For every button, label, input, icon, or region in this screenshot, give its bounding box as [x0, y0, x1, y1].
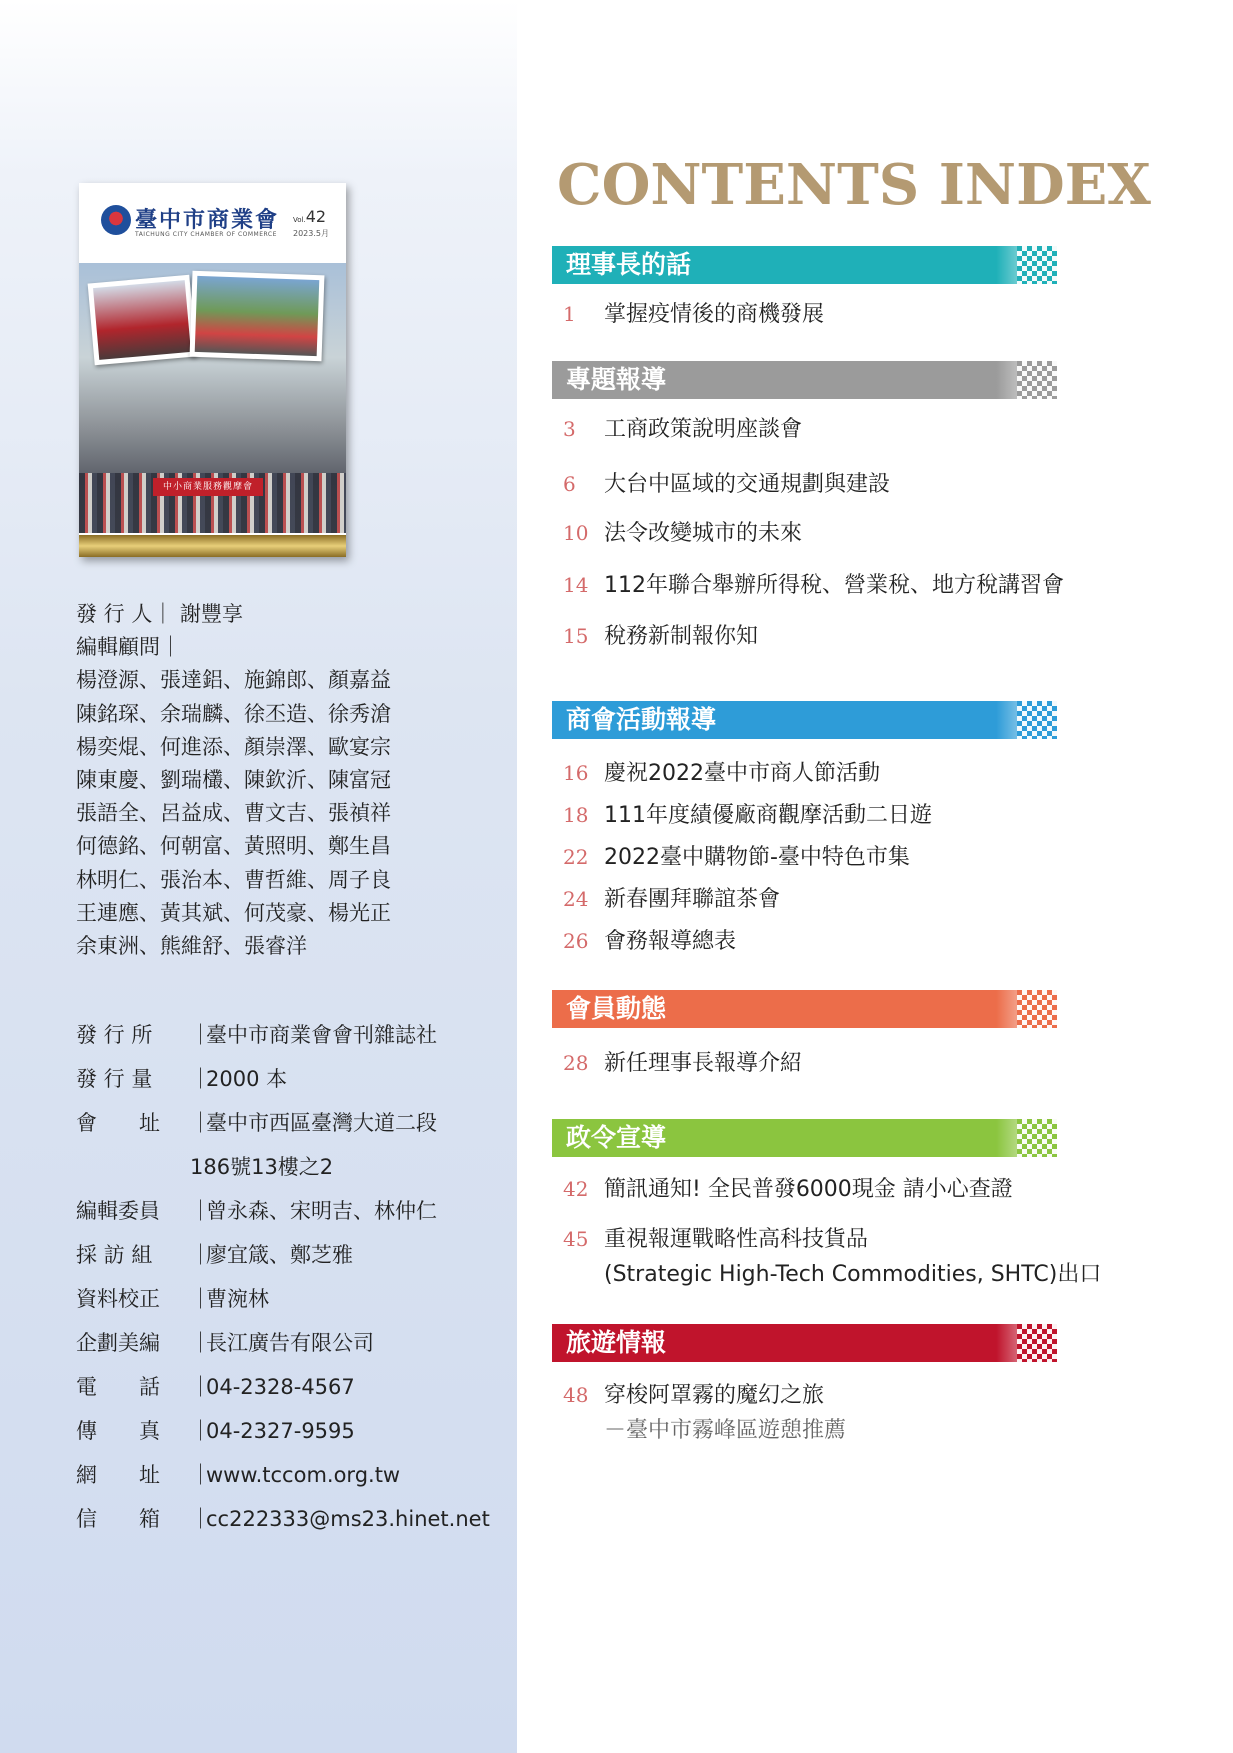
- toc-entry[interactable]: [563, 840, 910, 871]
- publish-info-row: [76, 1371, 490, 1415]
- toc-page-number: 1: [563, 302, 576, 326]
- checker-pattern-icon: [1017, 701, 1057, 739]
- advisor-names: 陳銘琛、余瑞麟、徐丕造、徐秀滄: [76, 701, 391, 726]
- publish-info-value: 04-2327-9595: [206, 1419, 355, 1443]
- publish-info-separator: ｜: [190, 1375, 211, 1399]
- toc-entry-title: 掌握疫情後的商機發展: [604, 302, 825, 327]
- toc-entry-title: 112年聯合舉辦所得稅、營業稅、地方稅講習會: [604, 573, 1064, 598]
- publish-info-separator: ｜: [190, 1111, 211, 1135]
- advisor-names: 楊奕焜、何進添、顏崇澤、歐宴宗: [76, 734, 391, 759]
- advisor-names: 陳東慶、劉瑞欉、陳欽沂、陳富冠: [76, 767, 391, 792]
- publish-info-separator: ｜: [190, 1419, 211, 1443]
- advisor-names: 張語全、呂益成、曹文吉、張禎祥: [76, 801, 391, 826]
- toc-entry[interactable]: [563, 1046, 802, 1077]
- publish-info-row: [76, 1151, 490, 1195]
- publish-info-label: 信 箱: [76, 1507, 160, 1531]
- checker-pattern-icon: [1017, 246, 1057, 284]
- toc-entry-title: 2022臺中購物節-臺中特色市集: [604, 845, 910, 870]
- publish-info-value: 曾永森、宋明吉、林仲仁: [206, 1199, 437, 1223]
- cover-org-name: 臺中市商業會: [135, 207, 280, 233]
- publish-info-separator: ｜: [190, 1287, 211, 1311]
- publish-info-label: 電 話: [76, 1375, 160, 1399]
- toc-entry-title: 法令改變城市的未來: [604, 521, 803, 546]
- publish-info-separator: ｜: [190, 1331, 211, 1355]
- cover-org-english: TAICHUNG CITY CHAMBER OF COMMERCE: [135, 231, 277, 238]
- publication-info: [76, 1019, 490, 1547]
- advisor-names: 楊澄源、張達鋁、施錦郎、顏嘉益: [76, 668, 391, 693]
- section-title: 會員動態: [566, 994, 667, 1023]
- publish-info-row: [76, 1063, 490, 1107]
- publish-info-row: [76, 1459, 490, 1503]
- toc-entry-title: 穿梭阿罩霧的魔幻之旅: [604, 1383, 825, 1408]
- publish-info-row: [76, 1503, 490, 1547]
- toc-entry-title: 新任理事長報導介紹: [604, 1051, 803, 1076]
- chamber-logo-icon: [101, 205, 131, 235]
- toc-page-number: 28: [563, 1051, 589, 1075]
- publish-info-row: [76, 1283, 490, 1327]
- toc-page-number: 22: [563, 845, 589, 869]
- cover-gold-band: [79, 535, 346, 557]
- publish-info-row: [76, 1107, 490, 1151]
- checker-pattern-icon: [1017, 1119, 1057, 1157]
- publish-info-label: 會 址: [76, 1111, 160, 1135]
- toc-page-number: 3: [563, 417, 576, 441]
- cover-banner: 中小商業服務觀摩會: [153, 478, 263, 496]
- toc-entry[interactable]: [563, 1378, 846, 1444]
- publish-info-label: 傳 真: [76, 1419, 160, 1443]
- publish-info-value: www.tccom.org.tw: [206, 1463, 401, 1487]
- advisor-list: [76, 664, 391, 963]
- toc-entry-title: 大台中區域的交通規劃與建設: [604, 472, 891, 497]
- publish-info-value: 04-2328-4567: [206, 1375, 355, 1399]
- cover-date: 2023.5月: [293, 229, 329, 238]
- toc-entry-title: 111年度績優廠商觀摩活動二日遊: [604, 803, 932, 828]
- magazine-cover: [79, 183, 346, 557]
- toc-page-number: 26: [563, 929, 589, 953]
- toc-entry[interactable]: [563, 1172, 1013, 1203]
- toc-entry-title: 會務報導總表: [604, 929, 737, 954]
- publish-info-label: 編輯委員: [76, 1199, 160, 1223]
- toc-entry[interactable]: [563, 1222, 1101, 1288]
- publish-info-label: 發 行 量: [76, 1067, 153, 1091]
- cover-header: [79, 183, 346, 263]
- advisor-names: 何德銘、何朝富、黃照明、鄭生昌: [76, 834, 391, 859]
- cover-photo-card: [88, 275, 197, 366]
- toc-entry-title: 新春團拜聯誼茶會: [604, 887, 781, 912]
- publish-info-separator: ｜: [190, 1199, 211, 1223]
- toc-entry[interactable]: [563, 619, 758, 650]
- section-title: 專題報導: [566, 365, 667, 394]
- section-header: [552, 246, 1057, 284]
- toc-entry[interactable]: [563, 568, 1064, 599]
- checker-pattern-icon: [1017, 361, 1057, 399]
- toc-page-number: 10: [563, 521, 589, 545]
- checker-pattern-icon: [1017, 1324, 1057, 1362]
- credits: [76, 598, 391, 963]
- toc-entry-title: 稅務新制報你知: [604, 624, 759, 649]
- publish-info-label: 資料校正: [76, 1287, 160, 1311]
- advisor-names: 林明仁、張治本、曹哲維、周子良: [76, 867, 391, 892]
- publish-info-separator: ｜: [190, 1507, 211, 1531]
- section-title: 商會活動報導: [566, 705, 717, 734]
- toc-entry[interactable]: [563, 412, 802, 443]
- toc-entry[interactable]: [563, 882, 780, 913]
- toc-entry-title: 簡訊通知! 全民普發6000現金 請小心查證: [604, 1177, 1013, 1202]
- section-title: 政令宣導: [566, 1123, 667, 1152]
- publish-info-row: [76, 1239, 490, 1283]
- publish-info-value: 2000 本: [206, 1067, 288, 1091]
- toc-page-number: 48: [563, 1383, 589, 1407]
- publish-info-label: 發 行 所: [76, 1023, 153, 1047]
- toc-entry-title: 慶祝2022臺中市商人節活動: [604, 761, 880, 786]
- toc-entry[interactable]: [563, 516, 802, 547]
- toc-page-number: 42: [563, 1177, 589, 1201]
- toc-page-number: 45: [563, 1227, 589, 1251]
- publish-info-value: 曹涴林: [206, 1287, 269, 1311]
- toc-entry-subtitle: (Strategic High-Tech Commodities, SHTC)出口: [604, 1262, 1102, 1287]
- toc-entry-subtitle: －臺中市霧峰區遊憩推薦: [604, 1418, 847, 1443]
- toc-entry[interactable]: [563, 924, 736, 955]
- publish-info-separator: ｜: [190, 1067, 211, 1091]
- publish-info-row: [76, 1195, 490, 1239]
- publish-info-value: 長江廣告有限公司: [206, 1331, 374, 1355]
- publisher-line: 發 行 人｜ 謝豐享: [76, 602, 244, 626]
- toc-entry[interactable]: [563, 756, 880, 787]
- publish-info-value: 臺中市商業會會刊雜誌社: [206, 1023, 437, 1047]
- publish-info-label: 企劃美編: [76, 1331, 160, 1355]
- advisor-names: 余東洲、熊維舒、張睿洋: [76, 933, 307, 958]
- section-title: 理事長的話: [566, 250, 692, 279]
- toc-entry[interactable]: [563, 798, 932, 829]
- toc-page-number: 15: [563, 624, 589, 648]
- publish-info-value: 廖宜箴、鄭芝雅: [206, 1243, 353, 1267]
- toc-page-number: 18: [563, 803, 589, 827]
- section-title: 旅遊情報: [566, 1328, 667, 1357]
- publish-info-value: 臺中市西區臺灣大道二段: [206, 1111, 437, 1135]
- section-header: [552, 1119, 1057, 1157]
- toc-page-number: 14: [563, 573, 589, 597]
- toc-entry-title: 重視報運戰略性高科技貨品: [604, 1227, 869, 1252]
- publish-info-row: [76, 1327, 490, 1371]
- toc-entry[interactable]: [563, 467, 890, 498]
- toc-page-number: 16: [563, 761, 589, 785]
- cover-photo: [79, 263, 346, 533]
- checker-pattern-icon: [1017, 990, 1057, 1028]
- advisor-names: 王連應、黃其斌、何茂豪、楊光正: [76, 900, 391, 925]
- contents-title: CONTENTS INDEX: [557, 152, 1151, 218]
- toc-page-number: 6: [563, 472, 576, 496]
- publish-info-label: 網 址: [76, 1463, 160, 1487]
- publish-info-value: 186號13樓之2: [190, 1155, 334, 1179]
- cover-photo-card: [190, 271, 325, 362]
- publish-info-label: 採 訪 組: [76, 1243, 153, 1267]
- publish-info-value: cc222333@ms23.hinet.net: [206, 1507, 490, 1531]
- section-header: [552, 990, 1057, 1028]
- cover-volume: Vol.42: [293, 207, 327, 226]
- publish-info-separator: ｜: [190, 1243, 211, 1267]
- section-header: [552, 701, 1057, 739]
- toc-entry-title: 工商政策說明座談會: [604, 417, 803, 442]
- toc-page-number: 24: [563, 887, 589, 911]
- publish-info-separator: ｜: [190, 1463, 211, 1487]
- advisor-label: 編輯顧問｜: [76, 635, 181, 660]
- section-header: [552, 361, 1057, 399]
- publish-info-row: [76, 1019, 490, 1063]
- publish-info-separator: ｜: [190, 1023, 211, 1047]
- section-header: [552, 1324, 1057, 1362]
- publish-info-row: [76, 1415, 490, 1459]
- toc-entry[interactable]: [563, 297, 824, 328]
